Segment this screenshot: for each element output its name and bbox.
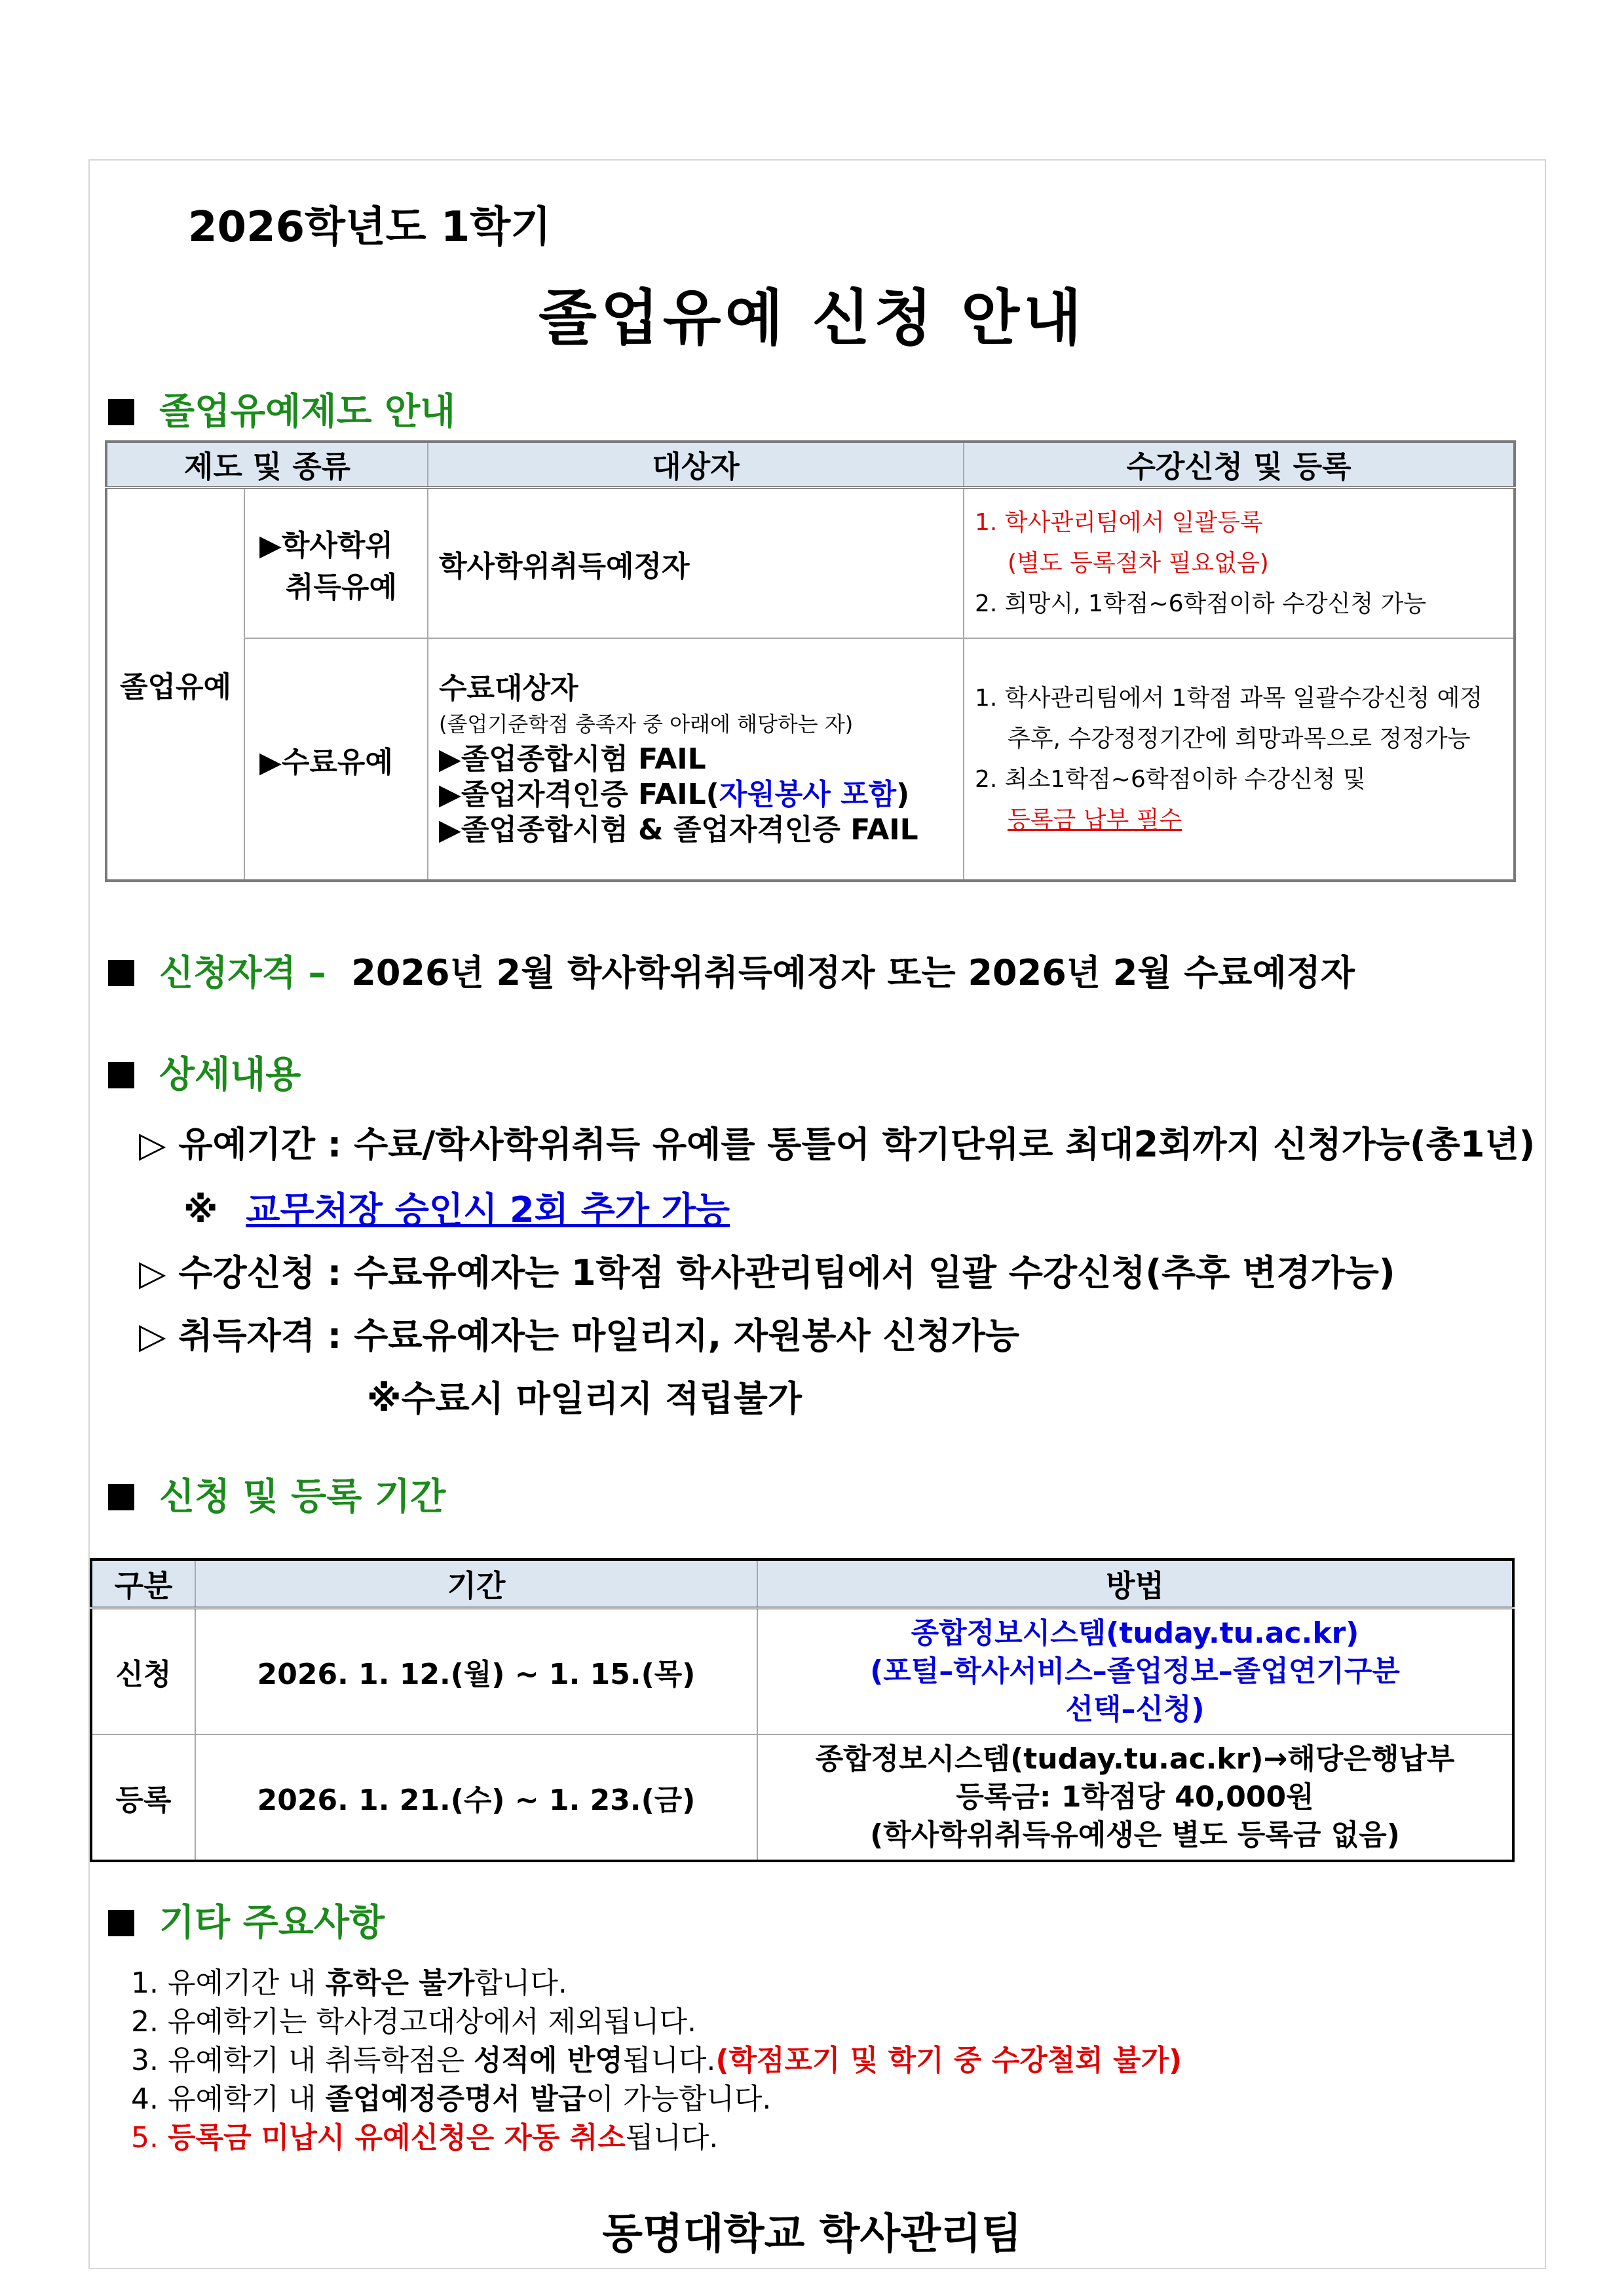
target-item: ▶졸업종합시험 & 졸업자격인증 FAIL xyxy=(439,813,918,847)
table-header-row xyxy=(106,442,1515,488)
registration-line: (별도 등록절차 필요없음) xyxy=(1008,549,1269,577)
registration-line: 2. 희망시, 1학점~6학점이하 수강신청 가능 xyxy=(975,590,1427,617)
etc-item: 1. 유예기간 내 휴학은 불가합니다. xyxy=(131,1966,567,2000)
etc-item: 5. 등록금 미납시 유예신청은 자동 취소됩니다. xyxy=(131,2121,719,2154)
section-heading-system xyxy=(108,383,455,435)
table-row xyxy=(106,638,1515,881)
section-heading-detail xyxy=(108,1046,301,1098)
section-qualification xyxy=(108,945,1355,995)
table-row xyxy=(106,488,1515,638)
period-cell: 2026. 1. 21.(수) ~ 1. 23.(금) xyxy=(195,1734,757,1861)
registration-cell xyxy=(964,638,1515,881)
type-cell: ▶수료유예 xyxy=(244,638,428,881)
category-cell: 신청 xyxy=(91,1608,195,1734)
period-cell: 2026. 1. 12.(월) ~ 1. 15.(목) xyxy=(195,1608,757,1734)
system-table xyxy=(105,440,1516,882)
period-table xyxy=(90,1558,1515,1862)
table-row xyxy=(91,1608,1513,1734)
target-header: 수료대상자 xyxy=(439,671,578,705)
registration-line: 등록금 납부 필수 xyxy=(1008,806,1182,833)
section-heading-period xyxy=(108,1468,445,1520)
detail-course: ▷ 수강신청 : 수료유예자는 1학점 학사관리팀에서 일괄 수강신청(추후 변경가능) xyxy=(139,1252,1395,1293)
method-cell: 종합정보시스템(tuday.tu.ac.kr) (포털–학사서비스–졸업정보–졸업연기구분 선택–신청) xyxy=(757,1608,1513,1734)
detail-period-note: ※ 교무처장 승인시 2회 추가 가능 xyxy=(183,1189,730,1231)
qualification-text: 2026년 2월 학사학위취득예정자 또는 2026년 2월 수료예정자 xyxy=(351,952,1355,993)
detail-eligibility: ▷ 취득자격 : 수료유예자는 마일리지, 자원봉사 신청가능 xyxy=(139,1315,1020,1356)
target-note: (졸업기준학점 충족자 중 아래에 해당하는 자) xyxy=(439,711,854,737)
etc-item: 2. 유예학기는 학사경고대상에서 제외됩니다. xyxy=(131,2005,696,2038)
column-header: 기간 xyxy=(195,1559,757,1608)
registration-line: 추후, 수강정정기간에 희망과목으로 정정가능 xyxy=(1008,725,1471,752)
square-bullet-icon xyxy=(108,960,134,986)
category-cell: 등록 xyxy=(91,1734,195,1861)
target-item: ▶졸업종합시험 FAIL xyxy=(439,742,706,776)
type-line: ▶학사학위 xyxy=(259,528,393,562)
etc-item: 4. 유예학기 내 졸업예정증명서 발급이 가능합니다. xyxy=(131,2082,772,2116)
target-cell: 학사학위취득예정자 xyxy=(428,488,964,638)
section-heading-text: 기타 주요사항 xyxy=(159,1902,385,1944)
column-header: 대상자 xyxy=(428,442,964,488)
column-header: 제도 및 종류 xyxy=(106,442,428,488)
footer-department: 동명대학교 학사관리팀 xyxy=(602,2210,1022,2259)
semester-label: 2026학년도 1학기 xyxy=(188,203,552,252)
registration-cell xyxy=(964,488,1515,638)
method-cell: 종합정보시스템(tuday.tu.ac.kr)→해당은행납부 등록금: 1학점당 40,000원 (학사학위취득유예생은 별도 등록금 없음) xyxy=(757,1734,1513,1861)
square-bullet-icon xyxy=(108,1062,134,1088)
page-title: 졸업유예 신청 안내 xyxy=(538,283,1086,353)
detail-period: ▷ 유예기간 : 수료/학사학위취득 유예를 통틀어 학기단위로 최대2회까지 신청가능(총1년) xyxy=(139,1124,1536,1165)
target-item: ▶졸업자격인증 FAIL(자원봉사 포함) xyxy=(439,777,910,811)
registration-line: 2. 최소1학점~6학점이하 수강신청 및 xyxy=(975,765,1366,793)
section-heading-text: 신청자격 – xyxy=(159,952,326,993)
square-bullet-icon xyxy=(108,1484,134,1510)
target-cell xyxy=(428,638,964,881)
section-heading-text: 졸업유예제도 안내 xyxy=(159,391,456,433)
registration-line: 1. 학사관리팀에서 1학점 과목 일괄수강신청 예정 xyxy=(975,684,1483,712)
square-bullet-icon xyxy=(108,1910,134,1936)
type-cell xyxy=(244,488,428,638)
section-heading-text: 상세내용 xyxy=(159,1054,301,1096)
type-line: 취득유예 xyxy=(286,570,398,604)
table-header-row xyxy=(91,1559,1513,1608)
detail-eligibility-note: ※수료시 마일리지 적립불가 xyxy=(367,1378,802,1419)
registration-line: 1. 학사관리팀에서 일괄등록 xyxy=(975,508,1263,536)
column-header: 방법 xyxy=(757,1559,1513,1608)
column-header: 수강신청 및 등록 xyxy=(964,442,1515,488)
section-heading-text: 신청 및 등록 기간 xyxy=(159,1476,446,1518)
section-heading-etc xyxy=(108,1894,385,1946)
table-row xyxy=(91,1734,1513,1861)
etc-item: 3. 유예학기 내 취득학점은 성적에 반영됩니다.(학점포기 및 학기 중 수강철회 불가) xyxy=(131,2044,1182,2077)
square-bullet-icon xyxy=(108,399,134,425)
column-header: 구분 xyxy=(91,1559,195,1608)
category-cell: 졸업유예 xyxy=(106,488,244,881)
